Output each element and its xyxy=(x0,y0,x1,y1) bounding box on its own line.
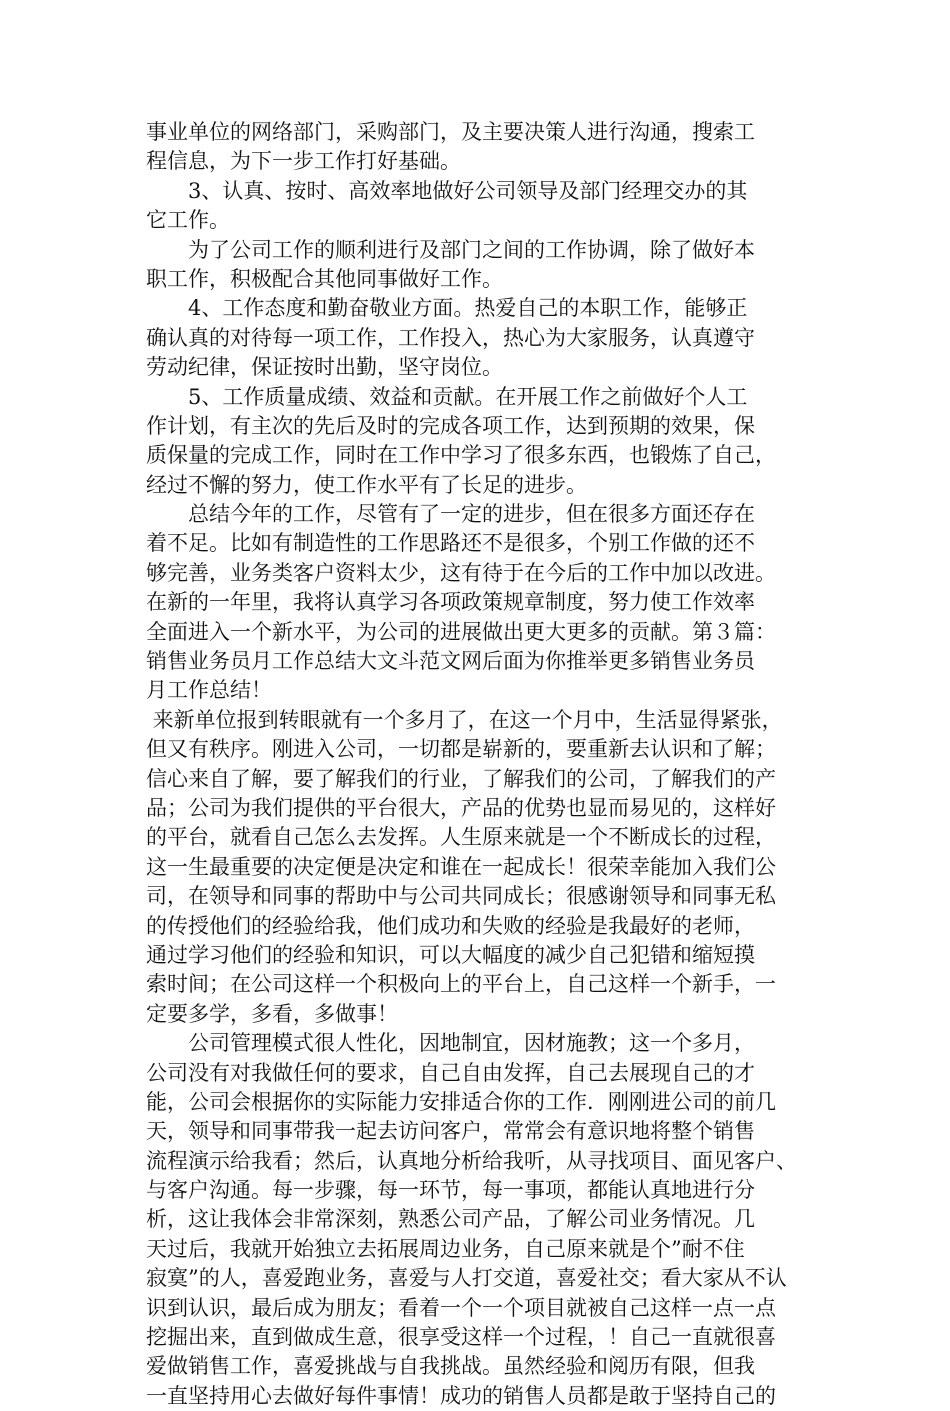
text-line: 销售业务员月工作总结大文斗范文网后面为你推举更多销售业务员 xyxy=(146,649,755,674)
text-line: 天过后，我就开始独立去拓展周边业务，自己原来就是个”耐不住 xyxy=(146,1236,745,1261)
text-line: 流程演示给我看；然后，认真地分析给我听，从寻找项目、面见客户、 xyxy=(146,1148,797,1173)
text-line: 定要多学，多看，多做事！ xyxy=(146,1001,398,1026)
text-line: 5、工作质量成绩、效益和贡献。在开展工作之前做好个人工 xyxy=(146,384,748,409)
text-line: 职工作，积极配合其他同事做好工作。 xyxy=(146,266,503,291)
text-line: 作计划，有主次的先后及时的完成各项工作，达到预期的效果，保 xyxy=(146,413,755,438)
text-line: 信心来自了解，要了解我们的行业，了解我们的公司，了解我们的产 xyxy=(146,766,776,791)
text-line: 但又有秩序。刚进入公司，一切都是崭新的，要重新去认识和了解； xyxy=(146,737,776,762)
text-line: 在新的一年里，我将认真学习各项政策规章制度，努力使工作效率 xyxy=(146,590,755,615)
text-line: 能，公司会根据你的实际能力安排适合你的工作．刚刚进公司的前几 xyxy=(146,1089,776,1114)
text-line: 来新单位报到转眼就有一个多月了，在这一个月中，生活显得紧张， xyxy=(146,707,783,732)
text-line: 的平台，就看自己怎么去发挥。人生原来就是一个不断成长的过程， xyxy=(146,825,776,850)
text-line: 识到认识，最后成为朋友；看着一个一个项目就被自己这样一点一点 xyxy=(146,1295,776,1320)
text-line: 与客户沟通。每一步骤，每一环节，每一事项，都能认真地进行分 xyxy=(146,1178,755,1203)
text-line: 析，这让我体会非常深刻，熟悉公司产品，了解公司业务情况。几 xyxy=(146,1207,755,1232)
text-line: 劳动纪律，保证按时出勤，坚守岗位。 xyxy=(146,355,503,380)
text-line: 总结今年的工作，尽管有了一定的进步，但在很多方面还存在 xyxy=(146,502,755,527)
text-line: 这一生最重要的决定便是决定和谁在一起成长！很荣幸能加入我们公 xyxy=(146,854,776,879)
text-line: 它工作。 xyxy=(146,208,230,233)
text-line: 全面进入一个新水平，为公司的进展做出更大更多的贡献。第３篇： xyxy=(146,619,776,644)
text-line: 司，在领导和同事的帮助中与公司共同成长；很感谢领导和同事无私 xyxy=(146,884,776,909)
text-line: 的传授他们的经验给我，他们成功和失败的经验是我最好的老师， xyxy=(146,913,755,938)
text-line: 确认真的对待每一项工作，工作投入，热心为大家服务，认真遵守 xyxy=(146,325,755,350)
text-line: 挖掘出来，直到做成生意，很享受这样一个过程，！自己一直就很喜 xyxy=(146,1325,776,1350)
text-line: 公司管理模式很人性化，因地制宜，因材施教；这一个多月， xyxy=(146,1031,755,1056)
text-line: 月工作总结！ xyxy=(146,678,272,703)
text-line: 天，领导和同事带我一起去访问客户，常常会有意识地将整个销售 xyxy=(146,1119,755,1144)
text-line: 程信息，为下一步工作打好基础。 xyxy=(146,149,461,174)
text-line: 一直坚持用心去做好每件事情！成功的销售人员都是敢于坚持自己的 xyxy=(146,1383,776,1408)
document-body xyxy=(146,118,806,1411)
text-line: 寂寞”的人，喜爱跑业务，喜爱与人打交道，喜爱社交；看大家从不认 xyxy=(146,1266,787,1291)
text-line: 爱做销售工作，喜爱挑战与自我挑战。虽然经验和阅历有限，但我 xyxy=(146,1354,755,1379)
text-line: 4、工作态度和勤奋敬业方面。热爱自己的本职工作，能够正 xyxy=(146,296,748,321)
text-line: 质保量的完成工作，同时在工作中学习了很多东西，也锻炼了自己， xyxy=(146,443,776,468)
text-line: 事业单位的网络部门，采购部门，及主要决策人进行沟通，搜索工 xyxy=(146,120,755,144)
text-line: 索时间；在公司这样一个积极向上的平台上，自己这样一个新手，一 xyxy=(146,972,776,997)
text-line: 着不足。比如有制造性的工作思路还不是很多，个别工作做的还不 xyxy=(146,531,755,556)
text-line: 通过学习他们的经验和知识，可以大幅度的减少自己犯错和缩短摸 xyxy=(146,942,755,967)
text-line: 够完善，业务类客户资料太少，这有待于在今后的工作中加以改进。 xyxy=(146,560,776,585)
text-line: 经过不懈的努力，使工作水平有了长足的进步。 xyxy=(146,472,587,497)
text-line: 品；公司为我们提供的平台很大，产品的优势也显而易见的，这样好 xyxy=(146,795,776,820)
text-line: 为了公司工作的顺利进行及部门之间的工作协调，除了做好本 xyxy=(146,237,755,262)
text-line: 3、认真、按时、高效率地做好公司领导及部门经理交办的其 xyxy=(146,178,748,203)
text-line: 公司没有对我做任何的要求，自己自由发挥，自己去展现自己的才 xyxy=(146,1060,755,1085)
